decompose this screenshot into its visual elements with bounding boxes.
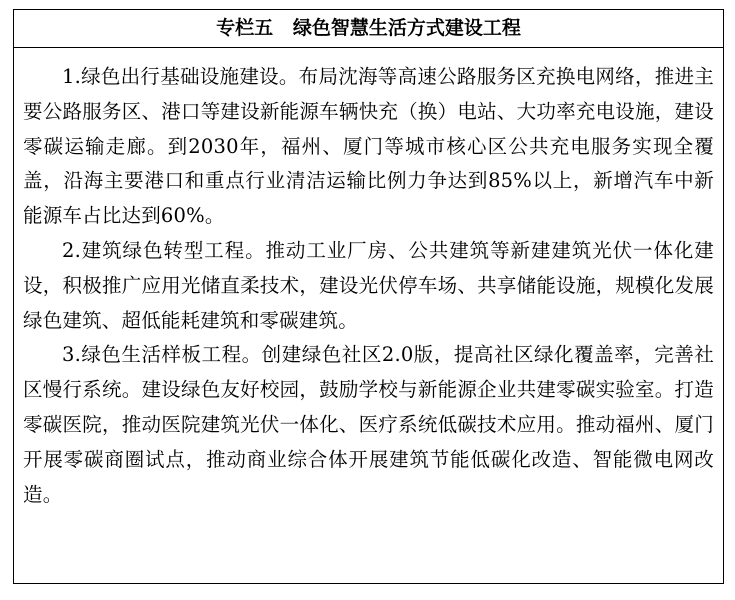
column-content <box>14 48 723 512</box>
paragraph-green-transport: 1.绿色出行基础设施建设。布局沈海等高速公路服务区充换电网络，推进主要公路服务区、港口等建设新能源车辆快充（换）电站、大功率充电设施，建设零碳运输走廊。到2030年，福州、厦门等城市核心区公共充电服务实现全覆盖，沿海主要港口和重点行业清洁运输比例力争达到85%以上，新增汽车中新能源车占比达到60%。 <box>23 65 714 228</box>
column-title: 专栏五 绿色智慧生活方式建设工程 <box>14 10 723 48</box>
paragraph-green-building: 2.建筑绿色转型工程。推动工业厂房、公共建筑等新建建筑光伏一体化建设，积极推广应用光储直柔技术，建设光伏停车场、共享储能设施，规模化发展绿色建筑、超低能耗建筑和零碳建筑。 <box>23 238 714 332</box>
paragraph-green-living: 3.绿色生活样板工程。创建绿色社区2.0版，提高社区绿化覆盖率，完善社区慢行系统。建设绿色友好校园，鼓励学校与新能源企业共建零碳实验室。打造零碳医院，推动医院建筑光伏一体化、医疗系统低碳技术应用。推动福州、厦门开展零碳商圈试点，推动商业综合体开展建筑节能低碳化改造、智能微电网改造。 <box>23 343 714 506</box>
column-box <box>13 9 724 584</box>
